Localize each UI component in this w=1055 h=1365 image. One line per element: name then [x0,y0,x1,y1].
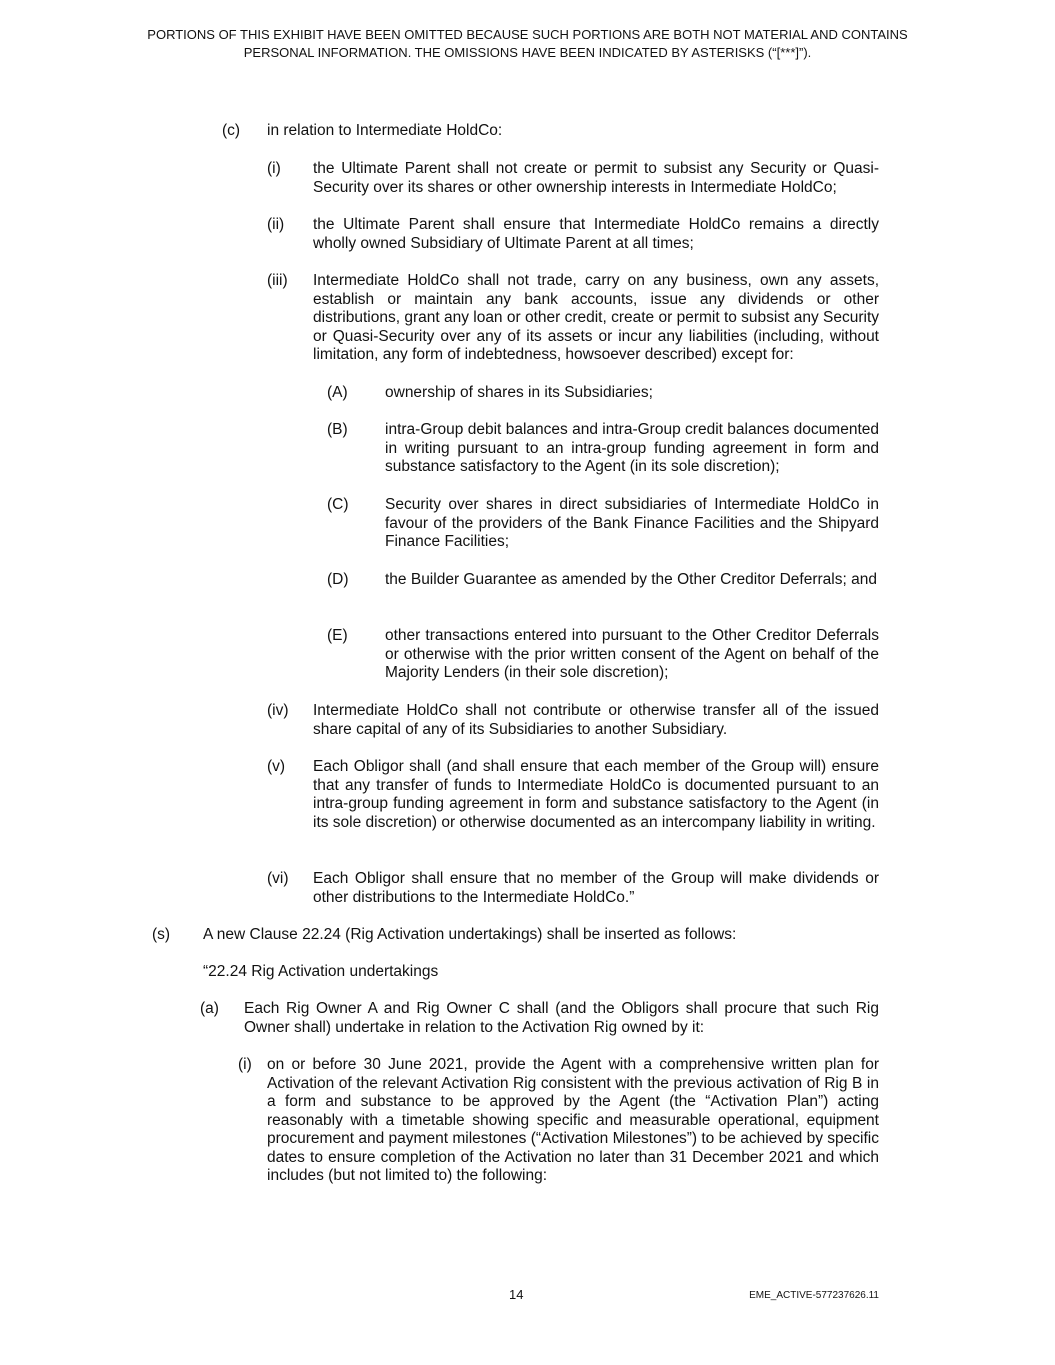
clause-text: Each Obligor shall ensure that no member of the Group will make dividends or other distributions to the Intermediate HoldCo.” [313,870,879,906]
clause-text: Intermediate HoldCo shall not contribute or otherwise transfer all of the issued share capital of any of its Subsidiaries to another Subsidiary. [313,702,879,738]
clause-label: (vi) [267,870,289,887]
clause-label: (ii) [267,216,285,233]
clause-label: (i) [238,1056,252,1073]
page-number: 14 [509,1287,524,1302]
clause-label: (s) [152,926,171,943]
clause-text: in relation to Intermediate HoldCo: [267,122,503,139]
clause-heading: “22.24 Rig Activation undertakings [203,963,439,980]
clause-text: the Ultimate Parent shall not create or permit to subsist any Security or Quasi-Security over its shares or other ownership interests in Intermediate HoldCo; [313,160,879,196]
clause-text: the Builder Guarantee as amended by the Other Creditor Deferrals; and [385,571,877,588]
clause-label: (B) [327,421,348,438]
clause-text: Security over shares in direct subsidiaries of Intermediate HoldCo in favour of the providers of the Bank Finance Facilities and the Shipyard Finance Facilities; [385,496,879,550]
clause-label: (A) [327,384,348,401]
document-reference: EME_ACTIVE-577237626.11 [749,1290,879,1301]
clause-text: intra-Group debit balances and intra-Group credit balances documented in writing pursuant to an intra-group funding agreement in form and substance satisfactory to the Agent (in its sole discretion); [385,421,879,475]
clause-label: (i) [267,160,281,177]
clause-text: on or before 30 June 2021, provide the Agent with a comprehensive written plan for Activation of the relevant Activation Rig consistent with the previous activation of Rig B in a form and substance to be approved by the Agent (the “Activation Plan”) acting reasonably with a timetable showing specific and measurable operational, equipment procurement and payment milestones (“Activation Milestones”) to be achieved by specific dates to ensure completion of the Activation no later than 31 December 2021 and which includes (but not limited to) the following: [267,1056,879,1184]
clause-text: ownership of shares in its Subsidiaries; [385,384,653,401]
clause-label: (iii) [267,272,288,289]
clause-label: (v) [267,758,286,775]
clause-text: Each Rig Owner A and Rig Owner C shall (and the Obligors shall procure that such Rig Owner shall) undertake in relation to the Activation Rig owned by it: [244,1000,879,1036]
clause-text: other transactions entered into pursuant to the Other Creditor Deferrals or otherwise with the prior written consent of the Agent on behalf of the Majority Lenders (in their sole discretion); [385,627,879,681]
clause-label: (iv) [267,702,289,719]
clause-label: (E) [327,627,348,644]
clause-text: the Ultimate Parent shall ensure that Intermediate HoldCo remains a directly wholly owned Subsidiary of Ultimate Parent at all times; [313,216,879,252]
clause-label: (c) [222,122,241,139]
clause-label: (D) [327,571,349,588]
clause-text: A new Clause 22.24 (Rig Activation undertakings) shall be inserted as follows: [203,926,737,943]
clause-label: (a) [200,1000,219,1017]
clause-text: Each Obligor shall (and shall ensure that each member of the Group will) ensure that any transfer of funds to Intermediate HoldCo is documented pursuant to an intra-group funding agreement in form and substance satisfactory to the Agent (in its sole discretion) or otherwise documented as an intercompany liability in writing. [313,758,879,831]
omission-notice-header: PORTIONS OF THIS EXHIBIT HAVE BEEN OMITTED BECAUSE SUCH PORTIONS ARE BOTH NOT MATERIAL AND CONTAINS PERSONAL INFORMATION. THE OMISSIONS HAVE BEEN INDICATED BY ASTERISKS (“[***]”). [147,27,908,60]
clause-text: Intermediate HoldCo shall not trade, carry on any business, own any assets, establish or maintain any bank accounts, issue any dividends or other distributions, grant any loan or other credit, create or permit to subsist any Security or Quasi-Security over any of its assets or incur any liabilities (including, without limitation, any form of indebtedness, howsoever described) except for: [313,272,880,363]
clause-label: (C) [327,496,349,513]
